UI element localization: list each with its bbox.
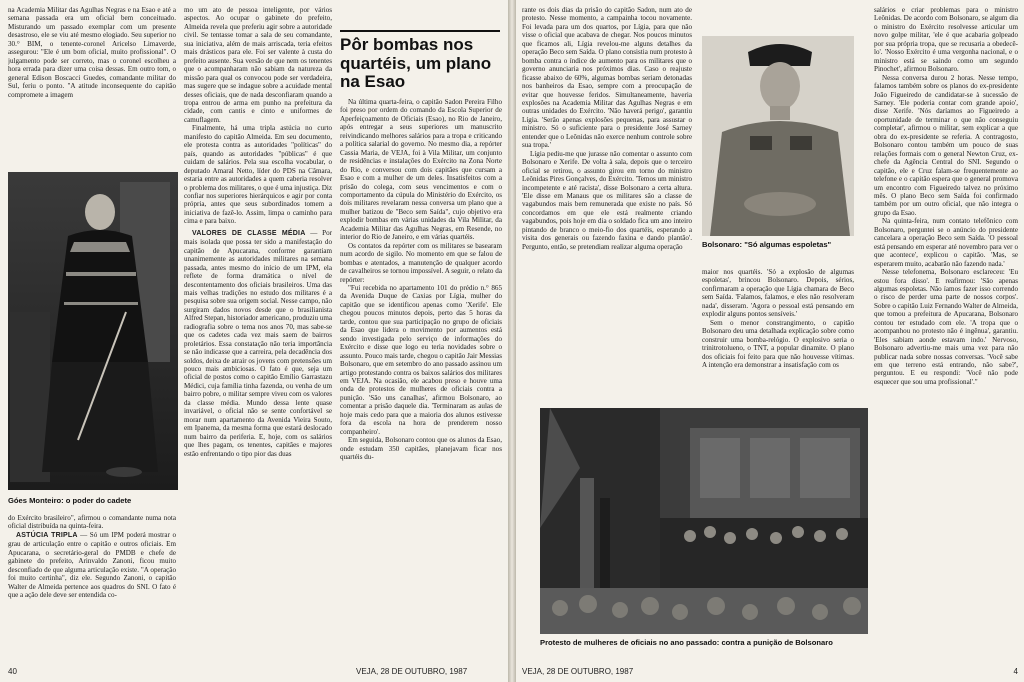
bolsonaro-caption: Bolsonaro: "Só algumas espoletas" — [702, 240, 832, 249]
astucia-tripla-text: — Só um IPM poderá mostrar o grau de articulação entre o capitão e outros oficiais. Em Apucarana, o secretário-geral do PMDB e chefe de gabinete do prefeito, Arinvaldo Zanoni, ficou muito desconfiado de que alguma articulação existe. "A operação foi muito certinha", diz ele. Segundo Zanoni, o capitão Walter de Almeida pertence aos quadros do SNI. O fato é que a ação dele deve ser entendida co- — [8, 530, 176, 600]
protest-caption: Protesto de mulheres de oficiais no ano passado: contra a punição de Bolsonaro — [540, 638, 833, 647]
right-col3-p3: Na quinta-feira, num contato telefônico com Bolsonaro, perguntei se o anúncio do presidente cancelara a operação Beco sem Saída. 'O pessoal está pensando em esperar até novembro para ver o que acontece', explicou o capitão. 'Mas, se esperarem muito, acabarão não fazendo nada.' — [874, 217, 1018, 268]
article-headline: Pôr bombas nos quartéis, um plano na Esao — [340, 30, 500, 92]
right-col2-p2: Sem o menor constrangimento, o capitão Bolsonaro deu uma detalhada explicação sobre como construir uma bomba-relógio. O explosivo seria o trinitrotolueno, o TNT, a popular dinamite. O plano dos oficiais foi feito para que não houvesse vítimas. A intenção era demonstrar a insatisfação com os — [702, 318, 854, 369]
right-col1-p2: Lígia pediu-me que jurasse não comentar o assunto com Bolsonaro e Xerife. De volta à sala, depois que o terceiro oficial se retirou, o assunto girou em torno do ministro Leônidas Pires Gonçalves, do Exército. 'Temos um ministro incompetente e até racista', disse Bolsonaro a certa altura. 'Ele disse em Manaus que os militares são a classe de vagabundos mais bem remunerada que existe no país. Só concordamos em que ele está realmente criando vagabundos, pois hoje em dia o soldado fica um ano inteiro pintando de branco o meio-fio dos quartéis, esperando a visita dos generais ou fazendo faxina e dando plantão'. Pergunto, então, se pretendiam realizar alguma operação — [522, 149, 692, 251]
right-col3-p1: salários e criar problemas para o ministro Leônidas. De acordo com Bolsonaro, se algum dia o ministro do Exército resolvesse articular um novo golpe militar, 'ele é que acabaria golpeado por sua própria tropa, que se recusaria a obedecê-lo'. 'Nosso Exército é uma vergonha nacional, e o ministro está se saindo como um segundo Pinochet', afirmou Bolsonaro. — [874, 6, 1018, 74]
right-col3 — [874, 6, 1018, 660]
bolsonaro-photo — [702, 36, 854, 236]
goes-monteiro-photo — [8, 172, 178, 490]
left-col3 — [340, 98, 502, 660]
left-col3-p3: "Fui recebida no apartamento 101 do prédio n.° 865 da Avenida Duque de Caxias por Lígia, mulher do capitão que se identificou apenas como 'Xerife'. Ele chegou poucos minutos depois, perto das 5 horas da tarde, contou que sua participação no grupo de oficiais da Esao que lidera o movimento por aumentos está sendo investigada pelo serviço de informações do Exército e disse que logo eu teria novidades sobre o assunto. Pouco mais tarde, chegou o capitão Jair Messias Bolsonaro, que em setembro do ano passado assinou um artigo protestando contra os baixos salários dos militares em VEJA. Na ocasião, ele acabou preso e houve uma onda de protestos de mulheres de oficiais contra a punição. 'São uns canalhas', afirmou Bolsonaro, ao comentar a prisão daquele dia. 'Terminaram as aulas de hoje mais cedo para que a maioria dos alunos estivesse fora da escola na hora de prenderem nosso companheiro'. — [340, 283, 502, 436]
valores-classe-media-text: — Por mais isolada que possa ter sido a manifestação do capitão de Apucarana, conforme garantiam unanimemente as autoridades militares na semana passada, antes mesmo do início de um IPM, ela reflete de forma dramática o nível de descontentamento dos oficiais brasileiros. Uma das mais velhas tradições no estudo dos militares é a pesquisa sobre sua origem social. Nesse campo, não surgiram dados novos desde que o brasilianista Alfred Stepan, historiador americano, produziu uma radiografia sobre o tema nos anos 70, mas sabe-se que os cadetes cada vez mais saem de bairros proletários. Essa constatação não teria importância se não indicasse que a carreira, pela decadência dos soldos, deixa de atrair os jovens com pretensões um pouco mais ambiciosas. O fato é que, seja um oficial de postos como o capitão Emílio Garrastazu Médici, cuja família tinha fazenda, ou venha de um bairro pobre, o militar sempre viveu com os valores da classe média. Mundo dessa lente quase invariável, o oficial não se sente confortável se morar num apartamento da Avenida Vieira Souto, em Ipanema, da mesma forma que estará deslocado num bairro da periferia. E, hoje, com os salários que lhes pagam, os tenentes, capitães e majores estão enfrentando o tipo pior das duas — [184, 228, 332, 458]
right-col1 — [522, 6, 692, 404]
left-col2 — [184, 6, 332, 660]
astucia-tripla-subhead: ASTÚCIA TRIPLA — [16, 531, 78, 539]
goes-monteiro-caption: Góes Monteiro: o poder do cadete — [8, 496, 132, 505]
left-col3-p2: Os contatos da repórter com os militares se basearam num acordo de sigilo. No momento em que se falou de bombas e atentados, a manutenção de qualquer acordo de cavalheiros se tornou impossível. A seguir, o relato da repórter: — [340, 241, 502, 284]
valores-classe-media-subhead: VALORES DE CLASSE MÉDIA — [192, 229, 306, 237]
left-col1-top-text: na Academia Militar das Agulhas Negras e na Esao e até a semana passada era um oficial bem conceituado. Misturando um passado exemplar com um presente desastroso, ele se viu até mesmo elogiado. Seu superior no 30.° BIM, o tenente-coronel Aricelso Limaverde, assegurou: "Ele é um bom oficial, muito profissional". O julgamento pode ser correto, mas o coronel escolheu a hora errada para dizer uma coisa dessas. Em outro tom, o general Edison Boscacci Guedes, comandante militar do Sul, feriu o ponto. "A atitude inconsequente do capitão compromete a imagem — [8, 6, 176, 99]
page-gutter — [508, 0, 516, 682]
protest-photo — [540, 408, 868, 634]
protest-scene-image — [540, 408, 868, 634]
goes-monteiro-portrait-image — [8, 172, 178, 490]
astucia-tripla-paragraph — [8, 531, 176, 600]
left-col1-top — [8, 6, 176, 166]
right-page-number: 4 — [1013, 667, 1018, 676]
right-issue-date: VEJA, 28 DE OUTUBRO, 1987 — [522, 667, 634, 676]
right-col3-p2: Nessa conversa durou 2 horas. Nesse tempo, falamos também sobre os planos do ex-presidente João Figueiredo de candidatar-se à sucessão de Sarney. 'Ele poderia contar com grande apoio', disse Xerife. 'Nós daríamos ao Figueiredo a oportunidade de terminar o que não conseguiu completar', afirmou o militar, sem explicar a que obra do ex-presidente se referia. A contragosto, Bolsonaro contou também um pouco de suas relações formais com o general Newton Cruz, ex-chefe da Agência Central do SNI. Segundo o capitão, ele e Cruz falam-se frequentemente ao telefone e o capitão espera que o general promova um encontro com Figueiredo talvez no próximo mês. O plano Beco sem Saída foi confirmado também por um outro oficial, que não integra o grupo da Esao. — [874, 73, 1018, 217]
right-col3-p4: Nesse telefonema, Bolsonaro esclareceu: 'Eu estou fora disso'. E reafirmou: 'São apenas algumas espoletas. Não íamos fazer isso correndo o risco de perder uma parte de nossos corpos'. Sobre o capitão Luiz Fernando Walter de Almeida, que tomou a prefeitura de Apucarana, Bolsonaro contou ter estudado com ele. 'A tropa que o acompanhou no protesto não é ingênua', garantiu. 'Eles sabiam aonde estavam indo.' Nervoso, Bolsonaro advertiu-me mais uma vez para não publicar nada sobre nossas conversas. 'Você sabe em que terreno está entrando, não sabe?', perguntou. E eu respondi: 'Você não pode esquecer que sou uma profissional'." — [874, 268, 1018, 386]
right-col1-p1: rante os dois dias da prisão do capitão Sadon, num ato de protesto. Nesse momento, a campainha tocou novamente. Foi levada para um dos quartos, por Lígia, para que não visse o oficial que acabava de chegar. Nos poucos minutos que ficamos ali, Lígia revelou-me alguns detalhes da operação Beco sem Saída. O plano consistia num protesto à bomba contra o índice de aumento para os militares que o governo anunciaria nos próximos dias. Caso o reajuste ficasse abaixo de 60%, algumas bombas seriam detonadas nos banheiros da Esao, sempre com a preocupação de evitar que houvesse feridos. Simultaneamente, haveria explosões na Academia Militar das Agulhas Negras e em outras unidades do Exército. 'Não haverá perigo', garantiu Lígia. 'Serão apenas explosões pequenas, para assustar o ministro. Só o suficiente para o presidente José Sarney entender que o Leônidas não exerce nenhum controle sobre sua tropa.' — [522, 6, 692, 150]
right-page — [516, 0, 1024, 682]
left-col1-bottom-text: do Exército brasileiro", afirmou o comandante numa nota oficial distribuída na quinta-feira. — [8, 514, 176, 531]
left-page-number: 40 — [8, 667, 17, 676]
left-col3-p1: Na última quarta-feira, o capitão Sadon Pereira Filho foi preso por ordem do comando da Escola Superior de Aperfeiçoamento de Oficiais (Esao), no Rio de Janeiro, após entregar a seus superiores um manuscrito reivindicando melhores salários para a tropa e criticando a política salarial do governo. No mesmo dia, a repórter Cassia Maria, de VEJA, foi à Vila Militar, um conjunto de residências e instalações do Exército na Zona Norte do Rio, e conversou com dois capitães que cursam a Esao e com a mulher de um deles. Insatisfeitos com a prisão do colega, com seus vencimentos e com o comportamento da cúpula do Ministério do Exército, os dois militares revelaram nessa conversa um plano que a mulher batizou de "Beco sem Saída", cujo objetivo era explodir bombas em várias unidades da Vila Militar, da Academia Militar das Agulhas Negras, em Resende, no interior do Rio de Janeiro, e em várias quartéis. — [340, 98, 502, 242]
bolsonaro-portrait-image — [702, 36, 854, 236]
left-issue-date: VEJA, 28 DE OUTUBRO, 1987 — [356, 667, 468, 676]
left-col3-p4: Em seguida, Bolsonaro contou que os alunos da Esao, onde estudam 350 capitães, planejavam ficar nos quartéis du- — [340, 436, 502, 462]
right-col2 — [702, 268, 854, 404]
left-page — [0, 0, 508, 682]
left-col1-bottom — [8, 514, 176, 660]
right-col2-p1: maior nos quartéis. 'Só a explosão de algumas espoletas', brincou Bolsonaro. Depois, sérios, confirmaram a operação que Lígia chamara de Beco sem Saída. 'Falamos, falamos, e eles não resolveram nada', disseram. 'Agora o pessoal está pensando em explodir alguns pontos sensíveis.' — [702, 268, 854, 319]
left-col2-p2: Finalmente, há uma tripla astúcia no curto manifesto do capitão Almeida. Em seu documento, ele protesta contra as autoridades "políticas" do país, quando as autoridades "públicas" é que cuidam de salários. Pela sua escolha vocabular, o deputado Amaral Netto, líder do PDS na Câmara, estaria entre as autoridades a quem caberia resolver o problema dos militares, o que é uma injustiça. Diz confiar nos superiores hierárquicos e agir por conta própria, antes que seus subordinados tomem a iniciativa de fazê-lo. Assim, limpa o caminho para cima e para baixo. — [184, 124, 332, 226]
valores-classe-media-paragraph — [184, 229, 332, 458]
left-col2-p1: mo um ato de pessoa inteligente, por vários aspectos. Ao ocupar o gabinete do prefeito, Almeida revela que preferiu agir sobre a autoridade civil. Se tentasse tomar a sala de seu comandante, sua iniciativa, além de mais arriscada, teria efeitos mais drásticos para ele. Foi ser valente à custa do prefeito ausente. Sua versão de que nem os tenentes que o acompanharam não sabiam da natureza da missão para qual os convocou pode ser verdadeira, mas sugere que se indague sobre a acuidade mental desses oficiais, que de nada desconfiaram quando a tropa entrou de arma em punho na prefeitura da cidade, com cantis e cinto e uniformes de camuflagem. — [184, 6, 332, 124]
